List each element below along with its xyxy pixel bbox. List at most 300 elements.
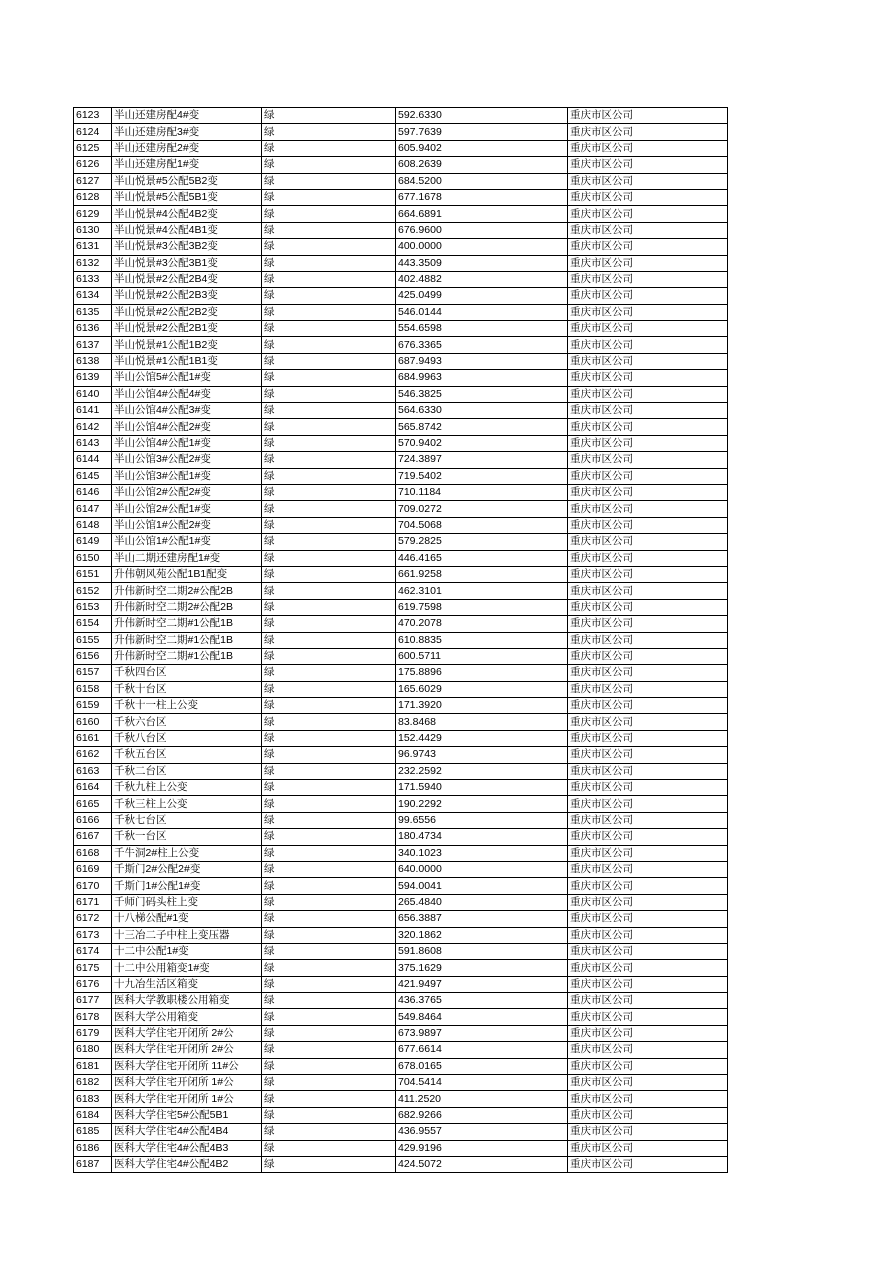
cell-grade: 绿 — [262, 452, 396, 468]
cell-org: 重庆市区公司 — [568, 288, 728, 304]
cell-value: 554.6598 — [396, 321, 568, 337]
table-row — [74, 648, 728, 664]
cell-value: 656.3887 — [396, 911, 568, 927]
cell-org: 重庆市区公司 — [568, 599, 728, 615]
cell-id: 6149 — [74, 534, 112, 550]
cell-org: 重庆市区公司 — [568, 435, 728, 451]
table-row — [74, 337, 728, 353]
cell-id: 6163 — [74, 763, 112, 779]
cell-id: 6167 — [74, 829, 112, 845]
cell-org: 重庆市区公司 — [568, 845, 728, 861]
cell-grade: 绿 — [262, 403, 396, 419]
cell-name: 半山公馆3#公配1#变 — [112, 468, 262, 484]
cell-value: 677.6614 — [396, 1042, 568, 1058]
table-row — [74, 517, 728, 533]
cell-name: 半山悦景#4公配4B2变 — [112, 206, 262, 222]
cell-grade: 绿 — [262, 698, 396, 714]
cell-grade: 绿 — [262, 1025, 396, 1041]
cell-name: 半山悦景#1公配1B1变 — [112, 353, 262, 369]
cell-id: 6155 — [74, 632, 112, 648]
cell-name: 千秋二台区 — [112, 763, 262, 779]
table-row — [74, 812, 728, 828]
cell-id: 6125 — [74, 140, 112, 156]
cell-name: 千秋六台区 — [112, 714, 262, 730]
cell-id: 6123 — [74, 108, 112, 124]
cell-name: 半山公馆4#公配2#变 — [112, 419, 262, 435]
cell-grade: 绿 — [262, 419, 396, 435]
cell-name: 半山悦景#3公配3B1变 — [112, 255, 262, 271]
table-row — [74, 1025, 728, 1041]
cell-name: 千斯门1#公配1#变 — [112, 878, 262, 894]
cell-grade: 绿 — [262, 878, 396, 894]
cell-org: 重庆市区公司 — [568, 747, 728, 763]
cell-grade: 绿 — [262, 1042, 396, 1058]
cell-value: 402.4882 — [396, 271, 568, 287]
table-row — [74, 730, 728, 746]
cell-grade: 绿 — [262, 976, 396, 992]
cell-value: 619.7598 — [396, 599, 568, 615]
cell-grade: 绿 — [262, 960, 396, 976]
cell-value: 719.5402 — [396, 468, 568, 484]
table-row — [74, 681, 728, 697]
cell-org: 重庆市区公司 — [568, 894, 728, 910]
cell-id: 6128 — [74, 189, 112, 205]
cell-id: 6127 — [74, 173, 112, 189]
cell-value: 180.4734 — [396, 829, 568, 845]
cell-grade: 绿 — [262, 239, 396, 255]
cell-grade: 绿 — [262, 714, 396, 730]
cell-value: 96.9743 — [396, 747, 568, 763]
cell-grade: 绿 — [262, 780, 396, 796]
cell-org: 重庆市区公司 — [568, 829, 728, 845]
cell-value: 600.5711 — [396, 648, 568, 664]
cell-value: 99.6556 — [396, 812, 568, 828]
cell-value: 340.1023 — [396, 845, 568, 861]
cell-org: 重庆市区公司 — [568, 419, 728, 435]
table-row — [74, 566, 728, 582]
cell-grade: 绿 — [262, 632, 396, 648]
cell-grade: 绿 — [262, 894, 396, 910]
cell-id: 6175 — [74, 960, 112, 976]
cell-name: 十二中公用箱变1#变 — [112, 960, 262, 976]
cell-grade: 绿 — [262, 763, 396, 779]
cell-grade: 绿 — [262, 534, 396, 550]
cell-name: 半山悦景#5公配5B2变 — [112, 173, 262, 189]
cell-grade: 绿 — [262, 845, 396, 861]
cell-id: 6160 — [74, 714, 112, 730]
table-row — [74, 452, 728, 468]
cell-org: 重庆市区公司 — [568, 1009, 728, 1025]
table-row — [74, 124, 728, 140]
cell-org: 重庆市区公司 — [568, 648, 728, 664]
cell-value: 676.3365 — [396, 337, 568, 353]
cell-org: 重庆市区公司 — [568, 534, 728, 550]
cell-name: 升伟新时空二期2#公配2B — [112, 599, 262, 615]
cell-id: 6187 — [74, 1157, 112, 1173]
cell-grade: 绿 — [262, 1091, 396, 1107]
table-body — [74, 108, 728, 1173]
cell-name: 半山悦景#2公配2B1变 — [112, 321, 262, 337]
cell-value: 592.6330 — [396, 108, 568, 124]
cell-grade: 绿 — [262, 157, 396, 173]
cell-name: 升伟新时空二期2#公配2B — [112, 583, 262, 599]
cell-name: 千秋七台区 — [112, 812, 262, 828]
cell-name: 半山悦景#1公配1B2变 — [112, 337, 262, 353]
cell-name: 千秋一台区 — [112, 829, 262, 845]
cell-id: 6133 — [74, 271, 112, 287]
cell-id: 6143 — [74, 435, 112, 451]
cell-org: 重庆市区公司 — [568, 189, 728, 205]
cell-id: 6185 — [74, 1124, 112, 1140]
cell-value: 165.6029 — [396, 681, 568, 697]
cell-value: 709.0272 — [396, 501, 568, 517]
cell-value: 564.6330 — [396, 403, 568, 419]
cell-id: 6134 — [74, 288, 112, 304]
cell-name: 千秋八台区 — [112, 730, 262, 746]
table-row — [74, 747, 728, 763]
cell-value: 610.8835 — [396, 632, 568, 648]
cell-id: 6130 — [74, 222, 112, 238]
cell-value: 175.8896 — [396, 665, 568, 681]
cell-org: 重庆市区公司 — [568, 108, 728, 124]
cell-org: 重庆市区公司 — [568, 714, 728, 730]
cell-value: 640.0000 — [396, 861, 568, 877]
cell-name: 千秋五台区 — [112, 747, 262, 763]
table-row — [74, 403, 728, 419]
cell-id: 6147 — [74, 501, 112, 517]
cell-grade: 绿 — [262, 599, 396, 615]
cell-value: 411.2520 — [396, 1091, 568, 1107]
cell-value: 704.5068 — [396, 517, 568, 533]
cell-grade: 绿 — [262, 140, 396, 156]
cell-name: 半山还建房配4#变 — [112, 108, 262, 124]
cell-id: 6145 — [74, 468, 112, 484]
cell-value: 673.9897 — [396, 1025, 568, 1041]
table-row — [74, 157, 728, 173]
cell-org: 重庆市区公司 — [568, 780, 728, 796]
cell-org: 重庆市区公司 — [568, 583, 728, 599]
cell-value: 436.3765 — [396, 993, 568, 1009]
cell-value: 190.2292 — [396, 796, 568, 812]
cell-value: 565.8742 — [396, 419, 568, 435]
cell-value: 684.9963 — [396, 370, 568, 386]
cell-value: 232.2592 — [396, 763, 568, 779]
cell-value: 400.0000 — [396, 239, 568, 255]
cell-value: 425.0499 — [396, 288, 568, 304]
cell-id: 6158 — [74, 681, 112, 697]
cell-grade: 绿 — [262, 1107, 396, 1123]
cell-value: 704.5414 — [396, 1075, 568, 1091]
cell-id: 6157 — [74, 665, 112, 681]
cell-grade: 绿 — [262, 927, 396, 943]
table-row — [74, 534, 728, 550]
cell-name: 半山公馆4#公配1#变 — [112, 435, 262, 451]
cell-org: 重庆市区公司 — [568, 222, 728, 238]
cell-org: 重庆市区公司 — [568, 993, 728, 1009]
cell-value: 605.9402 — [396, 140, 568, 156]
cell-name: 半山悦景#2公配2B3变 — [112, 288, 262, 304]
table-row — [74, 321, 728, 337]
cell-org: 重庆市区公司 — [568, 681, 728, 697]
cell-value: 546.3825 — [396, 386, 568, 402]
cell-value: 429.9196 — [396, 1140, 568, 1156]
cell-id: 6139 — [74, 370, 112, 386]
cell-grade: 绿 — [262, 993, 396, 1009]
cell-grade: 绿 — [262, 271, 396, 287]
cell-name: 千秋十一柱上公变 — [112, 698, 262, 714]
cell-org: 重庆市区公司 — [568, 239, 728, 255]
cell-id: 6171 — [74, 894, 112, 910]
cell-grade: 绿 — [262, 321, 396, 337]
cell-value: 446.4165 — [396, 550, 568, 566]
cell-id: 6126 — [74, 157, 112, 173]
table-row — [74, 976, 728, 992]
cell-id: 6176 — [74, 976, 112, 992]
cell-id: 6181 — [74, 1058, 112, 1074]
cell-grade: 绿 — [262, 1009, 396, 1025]
cell-grade: 绿 — [262, 435, 396, 451]
cell-name: 半山还建房配1#变 — [112, 157, 262, 173]
cell-id: 6166 — [74, 812, 112, 828]
cell-grade: 绿 — [262, 861, 396, 877]
cell-org: 重庆市区公司 — [568, 796, 728, 812]
cell-grade: 绿 — [262, 583, 396, 599]
table-row — [74, 370, 728, 386]
cell-value: 83.8468 — [396, 714, 568, 730]
cell-org: 重庆市区公司 — [568, 730, 728, 746]
cell-name: 半山悦景#3公配3B2变 — [112, 239, 262, 255]
cell-name: 千秋三柱上公变 — [112, 796, 262, 812]
cell-org: 重庆市区公司 — [568, 337, 728, 353]
cell-grade: 绿 — [262, 353, 396, 369]
cell-value: 608.2639 — [396, 157, 568, 173]
table-row — [74, 353, 728, 369]
table-row — [74, 288, 728, 304]
cell-org: 重庆市区公司 — [568, 927, 728, 943]
table-row — [74, 1157, 728, 1173]
table-row — [74, 435, 728, 451]
cell-org: 重庆市区公司 — [568, 550, 728, 566]
table-row — [74, 189, 728, 205]
cell-org: 重庆市区公司 — [568, 566, 728, 582]
cell-org: 重庆市区公司 — [568, 1107, 728, 1123]
cell-name: 半山公馆3#公配2#变 — [112, 452, 262, 468]
cell-name: 半山悦景#5公配5B1变 — [112, 189, 262, 205]
cell-grade: 绿 — [262, 222, 396, 238]
table-row — [74, 960, 728, 976]
cell-id: 6162 — [74, 747, 112, 763]
table-row — [74, 616, 728, 632]
cell-name: 医科大学住宅开闭所 1#公 — [112, 1091, 262, 1107]
cell-id: 6179 — [74, 1025, 112, 1041]
cell-name: 医科大学住宅4#公配4B2 — [112, 1157, 262, 1173]
cell-org: 重庆市区公司 — [568, 861, 728, 877]
cell-grade: 绿 — [262, 255, 396, 271]
table-row — [74, 140, 728, 156]
table-row — [74, 763, 728, 779]
table-row — [74, 845, 728, 861]
cell-value: 424.5072 — [396, 1157, 568, 1173]
cell-value: 171.5940 — [396, 780, 568, 796]
cell-value: 436.9557 — [396, 1124, 568, 1140]
cell-org: 重庆市区公司 — [568, 1042, 728, 1058]
table-row — [74, 829, 728, 845]
cell-name: 半山公馆5#公配1#变 — [112, 370, 262, 386]
table-row — [74, 173, 728, 189]
table-row — [74, 943, 728, 959]
cell-name: 半山悦景#2公配2B4变 — [112, 271, 262, 287]
cell-value: 443.3509 — [396, 255, 568, 271]
cell-value: 570.9402 — [396, 435, 568, 451]
cell-name: 升伟朝风苑公配1B1配变 — [112, 566, 262, 582]
table-row — [74, 861, 728, 877]
cell-id: 6144 — [74, 452, 112, 468]
cell-name: 医科大学公用箱变 — [112, 1009, 262, 1025]
table-row — [74, 1009, 728, 1025]
cell-value: 375.1629 — [396, 960, 568, 976]
cell-id: 6173 — [74, 927, 112, 943]
table-row — [74, 927, 728, 943]
cell-grade: 绿 — [262, 730, 396, 746]
cell-grade: 绿 — [262, 370, 396, 386]
cell-org: 重庆市区公司 — [568, 665, 728, 681]
cell-grade: 绿 — [262, 681, 396, 697]
table-row — [74, 1075, 728, 1091]
table-row — [74, 878, 728, 894]
cell-org: 重庆市区公司 — [568, 878, 728, 894]
cell-name: 半山公馆2#公配2#变 — [112, 484, 262, 500]
cell-name: 千师门码头柱上变 — [112, 894, 262, 910]
cell-name: 十九冶生活区箱变 — [112, 976, 262, 992]
cell-org: 重庆市区公司 — [568, 517, 728, 533]
cell-grade: 绿 — [262, 173, 396, 189]
cell-name: 半山公馆4#公配4#变 — [112, 386, 262, 402]
cell-value: 591.8608 — [396, 943, 568, 959]
cell-org: 重庆市区公司 — [568, 812, 728, 828]
cell-org: 重庆市区公司 — [568, 206, 728, 222]
cell-org: 重庆市区公司 — [568, 304, 728, 320]
cell-id: 6150 — [74, 550, 112, 566]
cell-value: 470.2078 — [396, 616, 568, 632]
table-row — [74, 894, 728, 910]
cell-value: 594.0041 — [396, 878, 568, 894]
cell-id: 6180 — [74, 1042, 112, 1058]
cell-grade: 绿 — [262, 550, 396, 566]
cell-grade: 绿 — [262, 206, 396, 222]
cell-name: 半山公馆1#公配1#变 — [112, 534, 262, 550]
cell-value: 664.6891 — [396, 206, 568, 222]
cell-grade: 绿 — [262, 108, 396, 124]
cell-id: 6154 — [74, 616, 112, 632]
cell-org: 重庆市区公司 — [568, 1075, 728, 1091]
table-row — [74, 1140, 728, 1156]
cell-org: 重庆市区公司 — [568, 370, 728, 386]
cell-id: 6146 — [74, 484, 112, 500]
cell-id: 6164 — [74, 780, 112, 796]
cell-value: 421.9497 — [396, 976, 568, 992]
cell-grade: 绿 — [262, 747, 396, 763]
cell-org: 重庆市区公司 — [568, 698, 728, 714]
cell-org: 重庆市区公司 — [568, 976, 728, 992]
table-row — [74, 911, 728, 927]
table-row — [74, 583, 728, 599]
cell-value: 462.3101 — [396, 583, 568, 599]
cell-value: 676.9600 — [396, 222, 568, 238]
table-row — [74, 255, 728, 271]
cell-grade: 绿 — [262, 1075, 396, 1091]
cell-name: 千斯门2#公配2#变 — [112, 861, 262, 877]
cell-value: 682.9266 — [396, 1107, 568, 1123]
cell-id: 6142 — [74, 419, 112, 435]
cell-id: 6141 — [74, 403, 112, 419]
cell-org: 重庆市区公司 — [568, 501, 728, 517]
cell-org: 重庆市区公司 — [568, 124, 728, 140]
cell-value: 678.0165 — [396, 1058, 568, 1074]
cell-name: 十八梯公配#1变 — [112, 911, 262, 927]
cell-name: 医科大学住宅5#公配5B1 — [112, 1107, 262, 1123]
cell-name: 升伟新时空二期#1公配1B — [112, 632, 262, 648]
cell-grade: 绿 — [262, 648, 396, 664]
table-row — [74, 714, 728, 730]
cell-name: 半山悦景#2公配2B2变 — [112, 304, 262, 320]
cell-name: 半山二期还建房配1#变 — [112, 550, 262, 566]
table-row — [74, 468, 728, 484]
cell-name: 医科大学教职楼公用箱变 — [112, 993, 262, 1009]
cell-org: 重庆市区公司 — [568, 943, 728, 959]
cell-value: 171.3920 — [396, 698, 568, 714]
cell-grade: 绿 — [262, 386, 396, 402]
cell-name: 千秋十台区 — [112, 681, 262, 697]
table-row — [74, 599, 728, 615]
cell-value: 152.4429 — [396, 730, 568, 746]
table-row — [74, 993, 728, 1009]
cell-org: 重庆市区公司 — [568, 763, 728, 779]
table-row — [74, 484, 728, 500]
cell-name: 半山公馆1#公配2#变 — [112, 517, 262, 533]
cell-name: 医科大学住宅开闭所 11#公 — [112, 1058, 262, 1074]
cell-name: 十二中公配1#变 — [112, 943, 262, 959]
cell-org: 重庆市区公司 — [568, 157, 728, 173]
cell-name: 千秋四台区 — [112, 665, 262, 681]
cell-id: 6140 — [74, 386, 112, 402]
cell-id: 6156 — [74, 648, 112, 664]
cell-id: 6186 — [74, 1140, 112, 1156]
cell-value: 724.3897 — [396, 452, 568, 468]
table-row — [74, 1107, 728, 1123]
cell-org: 重庆市区公司 — [568, 1091, 728, 1107]
table-row — [74, 698, 728, 714]
cell-grade: 绿 — [262, 337, 396, 353]
cell-grade: 绿 — [262, 829, 396, 845]
cell-grade: 绿 — [262, 124, 396, 140]
cell-name: 半山公馆4#公配3#变 — [112, 403, 262, 419]
cell-id: 6165 — [74, 796, 112, 812]
table-row — [74, 419, 728, 435]
table-row — [74, 206, 728, 222]
cell-org: 重庆市区公司 — [568, 353, 728, 369]
table-row — [74, 665, 728, 681]
table-row — [74, 780, 728, 796]
cell-id: 6153 — [74, 599, 112, 615]
table-row — [74, 304, 728, 320]
cell-value: 677.1678 — [396, 189, 568, 205]
cell-name: 医科大学住宅开闭所 2#公 — [112, 1025, 262, 1041]
cell-id: 6184 — [74, 1107, 112, 1123]
table-row — [74, 108, 728, 124]
cell-id: 6183 — [74, 1091, 112, 1107]
cell-grade: 绿 — [262, 616, 396, 632]
cell-id: 6129 — [74, 206, 112, 222]
